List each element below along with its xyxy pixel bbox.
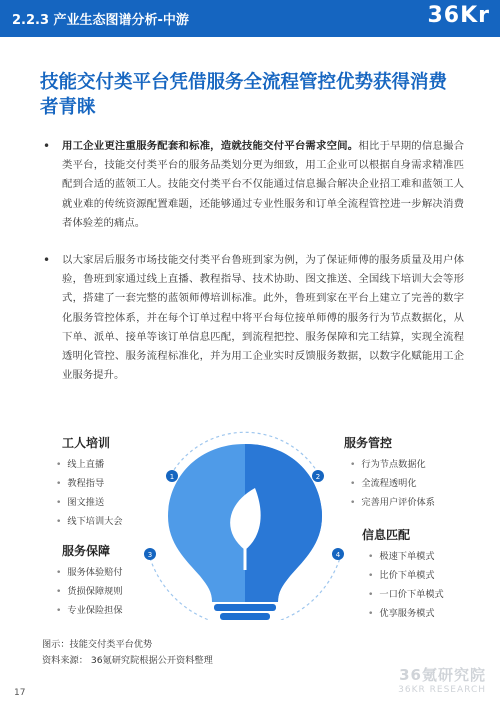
bulb-base-2 (220, 613, 270, 620)
list-item: • 货损保障规则 (56, 586, 123, 597)
figure-caption: 图示：技能交付类平台优势 (42, 639, 153, 650)
list-item: • 极速下单模式 (368, 551, 435, 562)
node-1 (166, 470, 178, 482)
list-item: • 优享服务模式 (368, 608, 435, 619)
list-item: • 线上直播 (56, 459, 105, 470)
list-item: • 一口价下单模式 (368, 589, 444, 600)
source-caption: 资料来源： 36氪研究院根据公开资料整理 (42, 655, 213, 666)
section-title: 2.2.3 产业生态图谱分析-中游 (12, 13, 189, 28)
list-item: • 比价下单模式 (368, 570, 435, 581)
svg-text:1: 1 (169, 473, 175, 481)
list-item: • 线下培训大会 (56, 516, 123, 527)
svg-text:2: 2 (315, 473, 321, 481)
brand-logo: 36Kr (427, 3, 490, 28)
list-item: • 图文推送 (56, 497, 105, 508)
watermark (398, 664, 486, 695)
advantage-diagram (0, 420, 500, 620)
paragraph-1-bold: 用工企业更注重服务配套和标准，造就技能交付平台需求空间。 (62, 140, 359, 152)
page-heading: 技能交付类平台凭借服务全流程管控优势获得消费者青睐 (40, 72, 448, 118)
node-3 (144, 548, 156, 560)
svg-text:4: 4 (335, 551, 341, 559)
list-item: • 完善用户评价体系 (350, 497, 435, 508)
bullet-dot: • (43, 139, 51, 153)
group-title-guarantee: 服务保障 (62, 544, 111, 558)
list-item: • 服务体验赔付 (56, 567, 123, 578)
group-title-training: 工人培训 (62, 436, 111, 450)
node-4 (332, 548, 344, 560)
list-item: • 行为节点数据化 (350, 459, 426, 470)
bullet-dot: • (43, 253, 51, 267)
group-title-matching: 信息匹配 (362, 528, 411, 542)
list-item: • 专业保险担保 (56, 605, 123, 616)
watermark-en: 36KR RESEARCH (398, 685, 486, 695)
node-2 (312, 470, 324, 482)
header-bar (0, 0, 500, 37)
bulb-base-1 (214, 604, 276, 611)
paragraph-2-text: 以大家居后服务市场技能交付类平台鲁班到家为例，为了保证师傅的服务质量及用户体验，鲁班到家通过线上直播、教程指导、技术协助、图文推送、全国线下培训大会等形式，搭建了一套完整的蓝领师傅培训标准。此外，鲁班到家在平台上建立了完善的数字化服务管控体系，并在每个订单过程中将平台每位接单师傅的服务行为节点数据化，从下单、派单、接单等该订单信息匹配，到流程把控、服务保障和完工结算，实现全流程透明化管控、服务流程标准化，并为用工企业实时反馈服务数据，以数字化赋能用工企业服务提升。 (62, 254, 464, 382)
paragraph-1-text: 相比于早期的信息撮合类平台，技能交付类平台的服务品类划分更为细致，用工企业可以根据自身需求精准匹配到合适的蓝领工人。技能交付类平台不仅能通过信息撮合解决企业招工难和蓝领工人就业难的传统资源配置难题，还能够通过专业性服务和订单全流程管控进一步解决消费者体验差的痛点。 (62, 140, 465, 229)
paragraph-2 (62, 251, 464, 385)
group-title-control: 服务管控 (344, 436, 393, 450)
svg-text:3: 3 (147, 551, 153, 559)
list-item: • 全流程透明化 (350, 478, 417, 489)
list-item: • 教程指导 (56, 478, 105, 489)
paragraph-1 (62, 137, 464, 233)
page-number: 17 (14, 688, 26, 698)
watermark-cn: 36氪研究院 (399, 666, 486, 684)
